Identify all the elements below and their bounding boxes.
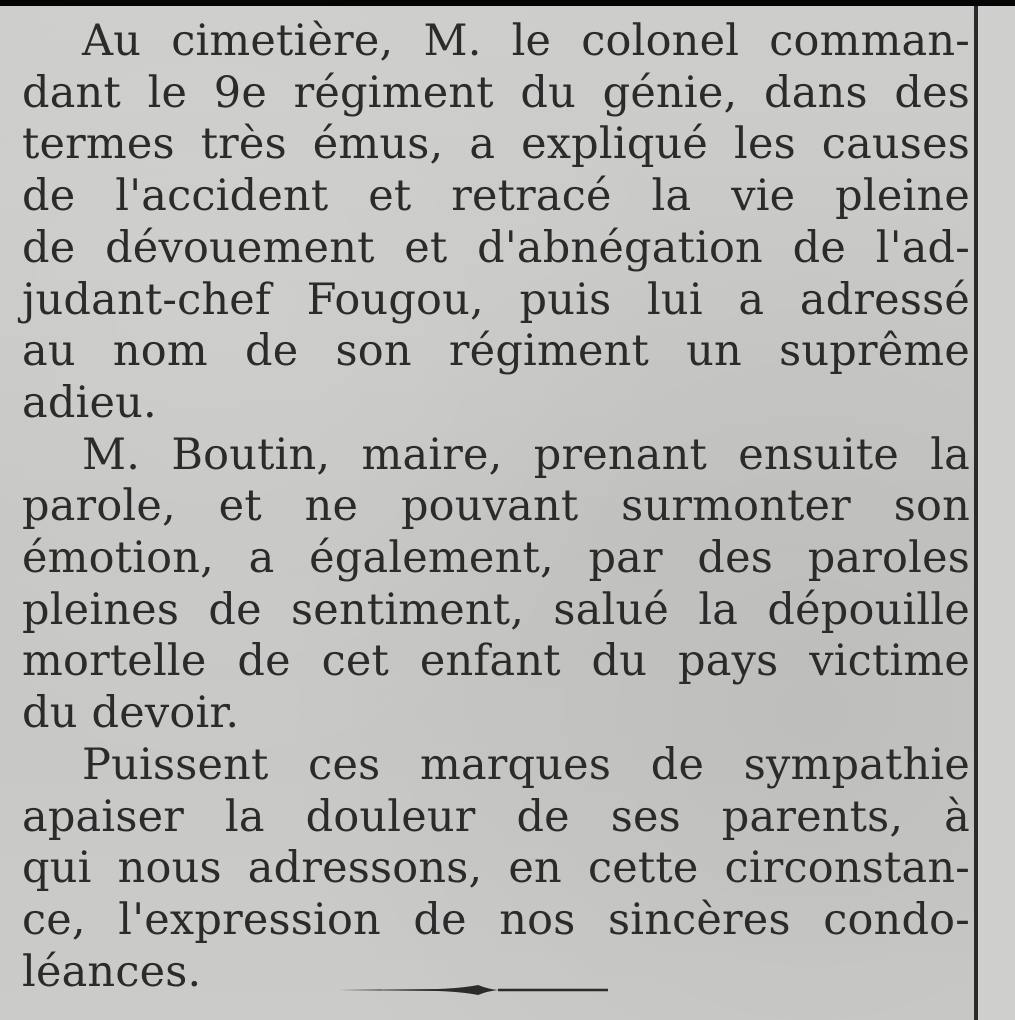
text-line: termes très émus, a expliqué les causes [22, 119, 970, 170]
paragraph-1 [22, 16, 970, 430]
text-line: pleines de sentiment, salué la dépouille [22, 584, 970, 635]
text-line: adieu. [22, 377, 157, 428]
adjacent-column-margin [978, 6, 1015, 1020]
text-line: judant-chef Fougou, puis lui a adressé [22, 274, 970, 325]
paragraph-2 [22, 430, 970, 740]
text-line: de dévouement et d'abnégation de l'ad- [22, 222, 970, 273]
text-line: parole, et ne pouvant surmonter son [22, 481, 970, 532]
text-line: apaiser la douleur de ses parents, à [22, 791, 970, 842]
text-line: du devoir. [22, 688, 240, 739]
text-line: émotion, a également, par des paroles [22, 533, 970, 584]
text-line: qui nous adressons, en cette circonstan- [22, 843, 970, 894]
text-line: Puissent ces marques de sympathie [82, 739, 970, 790]
text-line: dant le 9e régiment du génie, dans des [22, 67, 970, 118]
text-line: au nom de son régiment un suprême [22, 326, 970, 377]
article-body [22, 16, 970, 998]
text-line: léances. [22, 946, 202, 997]
text-line: Au cimetière, M. le colonel comman- [82, 16, 970, 66]
text-line: mortelle de cet enfant du pays victime [22, 636, 970, 687]
section-divider-ornament [338, 983, 608, 997]
text-line: ce, l'expression de nos sincères condo- [22, 894, 970, 945]
text-line: M. Boutin, maire, prenant ensuite la [82, 429, 970, 480]
newspaper-scan [0, 6, 1015, 1020]
text-line: de l'accident et retracé la vie pleine [22, 171, 970, 222]
paragraph-3 [22, 740, 970, 999]
